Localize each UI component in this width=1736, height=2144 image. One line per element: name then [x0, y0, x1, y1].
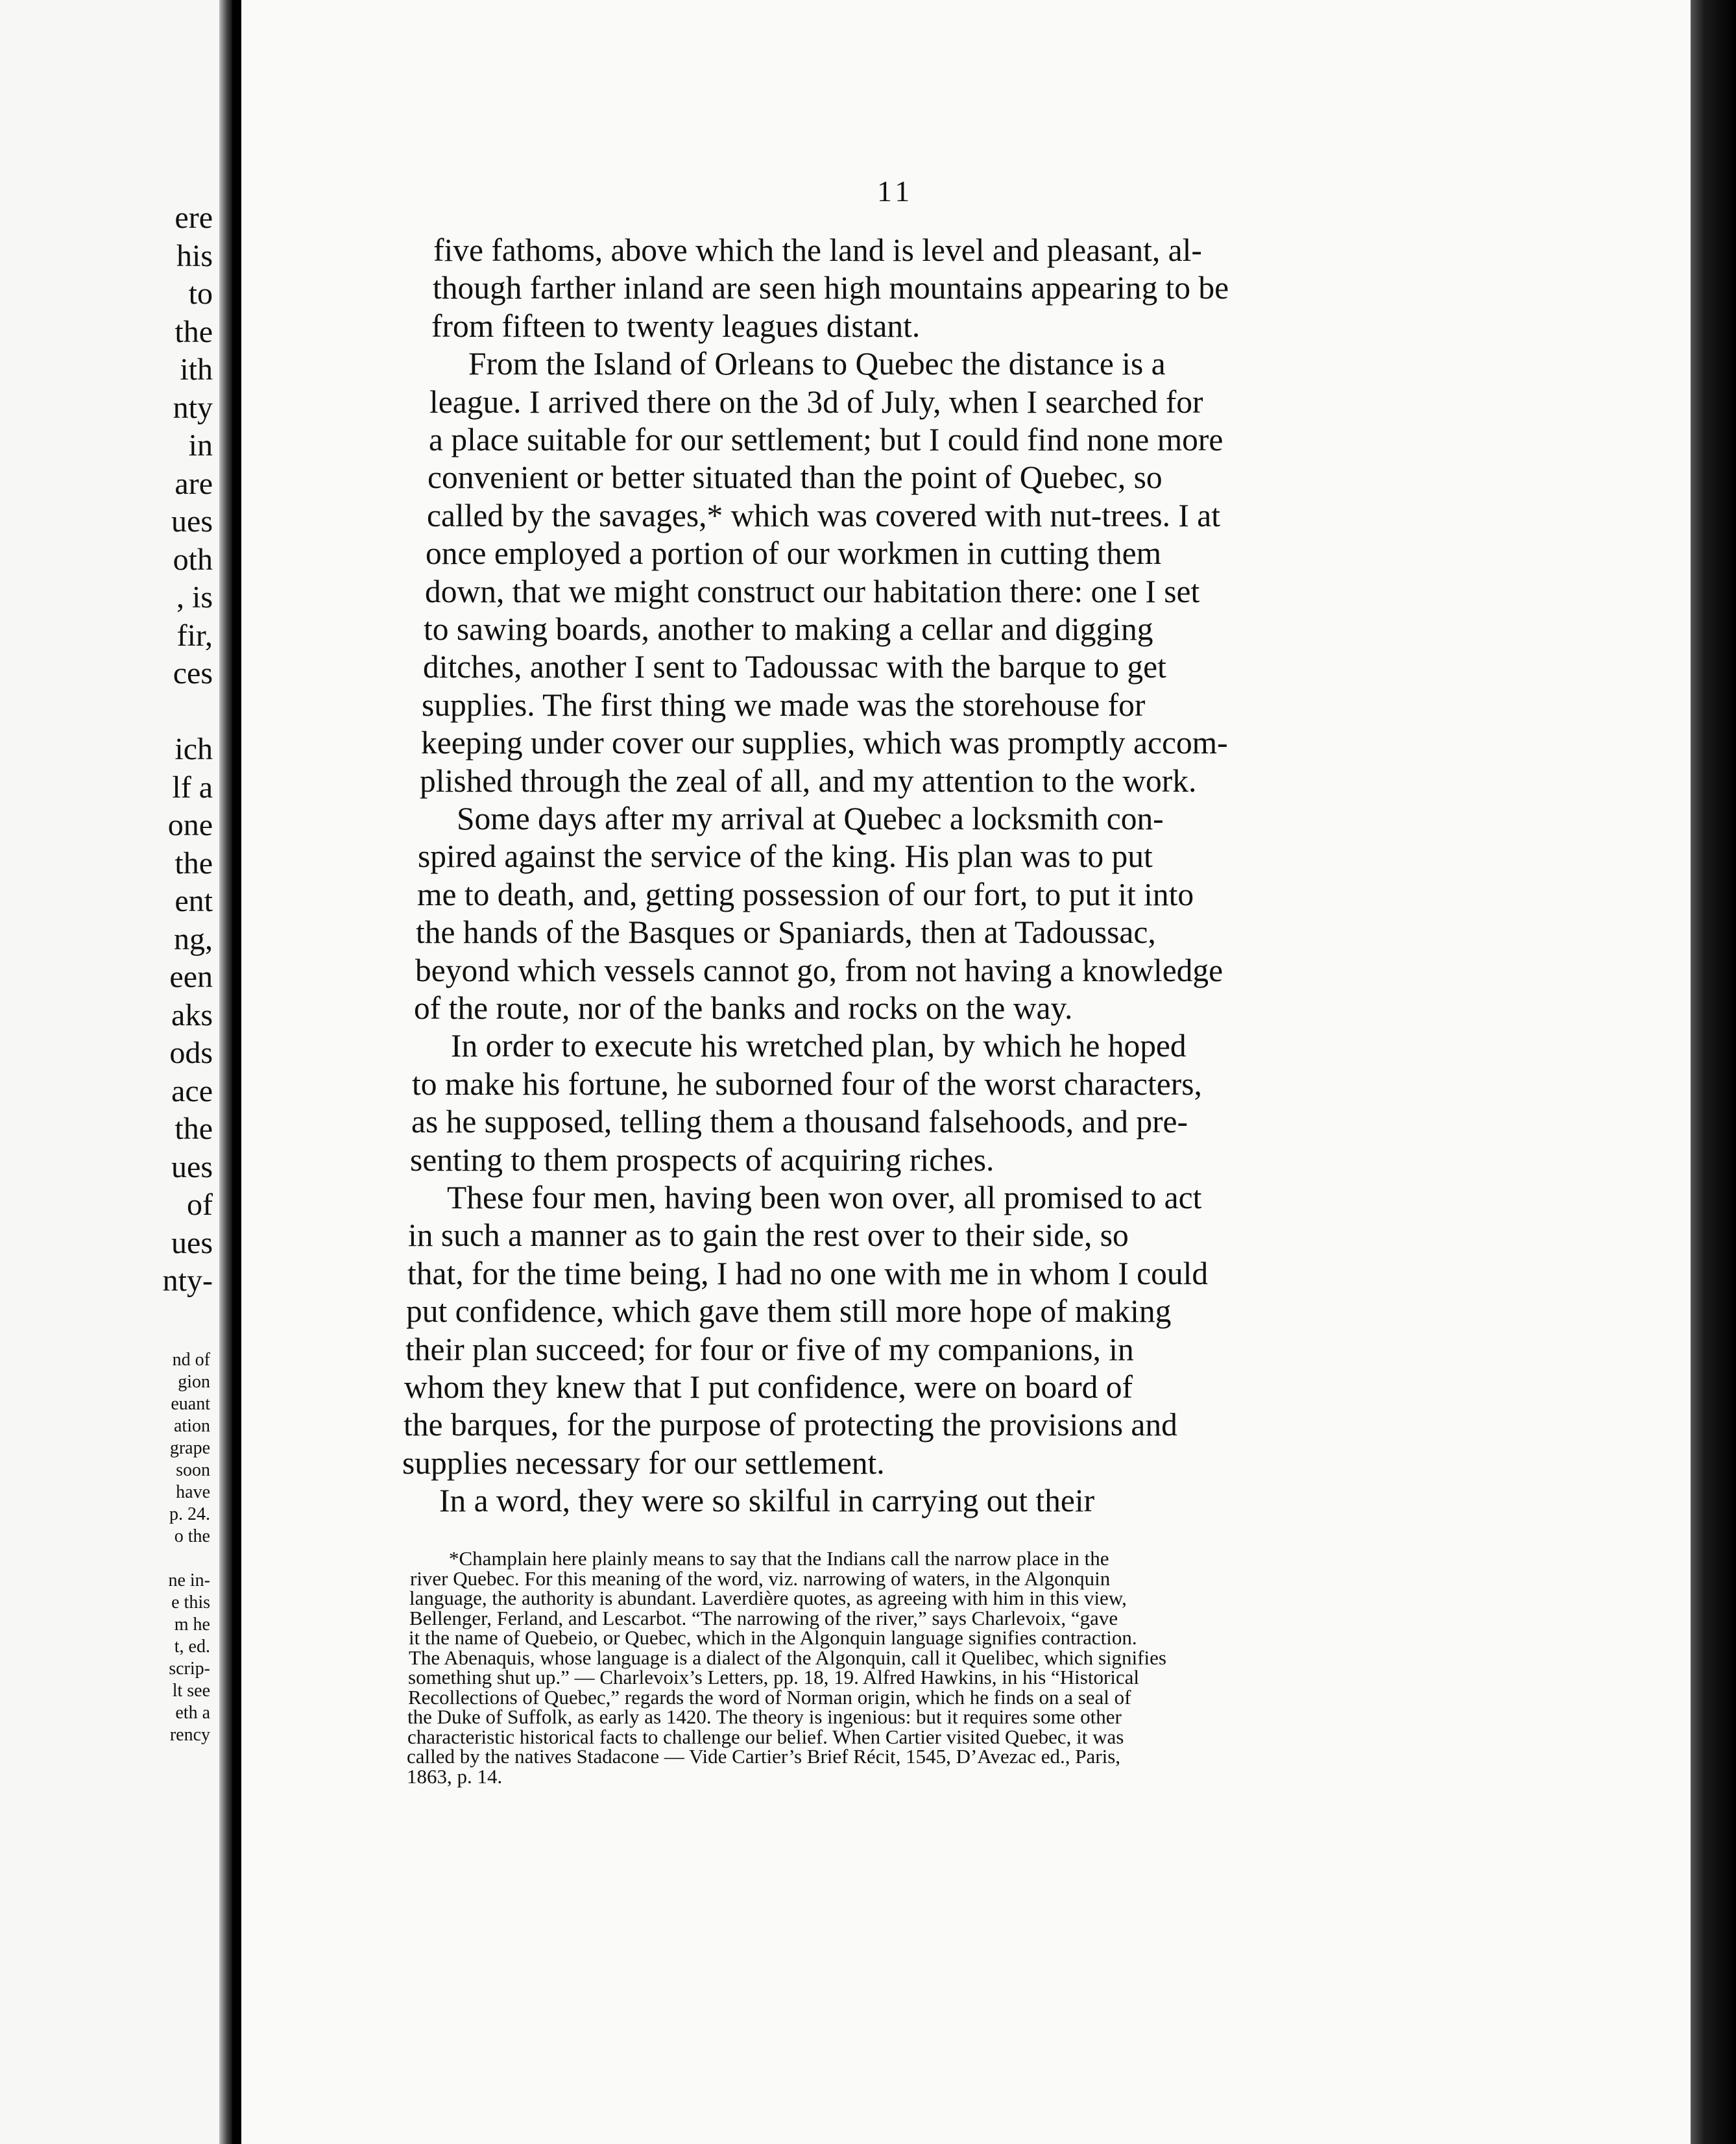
left-page-line: ods [169, 1036, 213, 1070]
left-page-footnote-line: lt see [172, 1681, 210, 1701]
left-page-footnote-line: ation [174, 1416, 210, 1436]
left-page-line: oth [173, 542, 213, 577]
body-line: that, for the time being, I had no one with me in whom I could [407, 1255, 1208, 1291]
left-page-footnote-line: t, ed. [174, 1637, 210, 1657]
left-page-line: , is [176, 580, 213, 615]
left-page-line: nty- [162, 1263, 213, 1298]
left-page-footnote-line: m he [174, 1614, 210, 1635]
left-page-footnote-line: nd of [172, 1350, 210, 1370]
body-line: In order to execute his wretched plan, by which he hoped [450, 1028, 1187, 1064]
left-page-line: ich [175, 732, 213, 766]
left-page-footnote-line: scrip- [169, 1659, 210, 1679]
left-page-line: ace [171, 1073, 213, 1108]
footnote-line: language, the authority is abundant. Laverdière quotes, as agreeing with him in this view, [409, 1587, 1127, 1609]
body-line: plished through the zeal of all, and my attention to the work. [420, 762, 1197, 799]
body-line: beyond which vessels cannot go, from not having a knowledge [415, 952, 1223, 988]
left-page-line: ues [171, 1225, 213, 1260]
body-line: the hands of the Basques or Spaniards, then at Tadoussac, [416, 914, 1156, 951]
body-line: whom they knew that I put confidence, were on board of [404, 1369, 1133, 1405]
left-page-line: nty [173, 390, 213, 425]
left-page-line: ues [171, 504, 213, 539]
footnote-line: called by the natives Stadacone — Vide Cartier’s Brief Récit, 1545, D’Avezac ed., Paris, [407, 1745, 1121, 1768]
left-page-footnote-line: soon [176, 1460, 210, 1480]
left-page-line: of [187, 1188, 213, 1222]
body-line: to sawing boards, another to making a cellar and digging [424, 611, 1153, 647]
footnote-line: Recollections of Quebec,” regards the word of Norman origin, which he finds on a seal of [407, 1685, 1131, 1709]
left-page-line: ent [175, 884, 213, 918]
left-page-line: the [175, 846, 213, 881]
left-page-line: are [175, 466, 213, 501]
body-line: five fathoms, above which the land is level and pleasant, al- [433, 232, 1202, 268]
left-page-line: ng, [174, 921, 213, 956]
left-page-footnote-line: have [176, 1482, 210, 1502]
left-page-footnote-line: gion [178, 1372, 210, 1392]
body-line: from fifteen to twenty leagues distant. [431, 308, 921, 344]
book-gutter [219, 0, 232, 2144]
left-page-line: ere [175, 201, 213, 235]
page-number: 11 [877, 175, 914, 208]
left-page-line: ith [180, 352, 213, 387]
left-page-line: his [176, 238, 213, 273]
footnote-line: Bellenger, Ferland, and Lescarbot. “The narrowing of the river,” says Charlevoix, “gave [409, 1606, 1118, 1629]
page-edge-shadow [1691, 0, 1736, 2144]
body-line: in such a manner as to gain the rest over to their side, so [408, 1217, 1129, 1254]
body-line: once employed a portion of our workmen in cutting them [426, 535, 1162, 572]
left-page-line: ues [171, 1149, 213, 1184]
footnote-line: The Abenaquis, whose language is a dialect of the Algonquin, call it Quelibec, which signifies [408, 1646, 1166, 1669]
body-line: ditches, another I sent to Tadoussac with the barque to get [422, 649, 1166, 685]
left-page-line: fir, [176, 618, 213, 653]
left-page-footnote-line: rency [169, 1725, 210, 1745]
left-page-line: in [188, 428, 213, 463]
body-line: convenient or better situated than the point of Quebec, so [428, 459, 1163, 496]
left-page-line: the [175, 314, 213, 349]
body-line: put confidence, which gave them still more hope of making [406, 1293, 1172, 1330]
body-line: as he supposed, telling them a thousand falsehoods, and pre- [411, 1104, 1188, 1140]
footnote-line: the Duke of Suffolk, as early as 1420. The theory is ingenious: but it requires some other [407, 1705, 1122, 1728]
footnote-line: *Champlain here plainly means to say that the Indians call the narrow place in the [449, 1547, 1109, 1570]
body-line: to make his fortune, he suborned four of the worst characters, [412, 1066, 1202, 1102]
left-page-footnote-line: euant [171, 1394, 210, 1414]
previous-page-fragment [0, 0, 219, 2144]
left-page-line: the [175, 1112, 213, 1146]
body-line: spired against the service of the king. His plan was to put [418, 838, 1153, 875]
body-line: though farther inland are seen high mountains appearing to be [432, 270, 1229, 306]
footnote-line: 1863, p. 14. [406, 1764, 502, 1788]
left-page-line: een [169, 960, 213, 994]
footnote-line: it the name of Quebeio, or Quebec, which in the Algonquin language signifies contraction. [409, 1626, 1137, 1649]
body-line: the barques, for the purpose of protecting the provisions and [403, 1407, 1177, 1443]
left-page-footnote-line: e this [171, 1592, 210, 1613]
body-line: of the route, nor of the banks and rocks on the way. [414, 990, 1073, 1026]
body-line: Some days after my arrival at Quebec a locksmith con- [456, 801, 1164, 836]
left-page-line: ces [173, 656, 213, 690]
left-page-line: one [167, 808, 213, 842]
left-page-line: aks [171, 997, 213, 1032]
left-page-line: lf a [172, 770, 213, 805]
body-line: a place suitable for our settlement; but I could find none more [428, 422, 1223, 457]
body-line: From the Island of Orleans to Quebec the distance is a [468, 346, 1166, 382]
body-line: their plan succeed; for four or five of my companions, in [405, 1331, 1134, 1367]
left-page-footnote-line: p. 24. [169, 1504, 210, 1524]
body-line: supplies. The first thing we made was the storehouse for [422, 687, 1146, 723]
body-line: me to death, and, getting possession of our fort, to put it into [416, 876, 1194, 912]
left-page-footnote-line: eth a [175, 1703, 210, 1723]
body-line: called by the savages,* which was covered with nut-trees. I at [426, 497, 1220, 533]
footnote-line: river Quebec. For this meaning of the word, viz. narrowing of waters, in the Algonquin [409, 1566, 1110, 1590]
footnote-line: something shut up.” — Charlevoix’s Letters, pp. 18, 19. Alfred Hawkins, in his “Historical [408, 1666, 1140, 1688]
left-page-footnote-line: ne in- [168, 1570, 210, 1590]
body-line: supplies necessary for our settlement. [402, 1444, 885, 1481]
left-page-footnote-line: o the [174, 1526, 210, 1546]
body-line: down, that we might construct our habitation there: one I set [424, 573, 1200, 609]
left-page-line: to [188, 276, 213, 311]
body-line: These four men, having been won over, all promised to act [446, 1180, 1201, 1215]
body-line: league. I arrived there on the 3d of July, when I searched for [429, 384, 1203, 420]
footnote-line: characteristic historical facts to challenge our belief. When Cartier visited Quebec, it was [407, 1725, 1124, 1748]
body-line: keeping under cover our supplies, which was promptly accom- [420, 725, 1228, 761]
body-line: senting to them prospects of acquiring riches. [410, 1141, 995, 1178]
left-page-footnote-line: grape [169, 1438, 210, 1458]
body-line: In a word, they were so skilful in carrying out their [439, 1483, 1094, 1519]
